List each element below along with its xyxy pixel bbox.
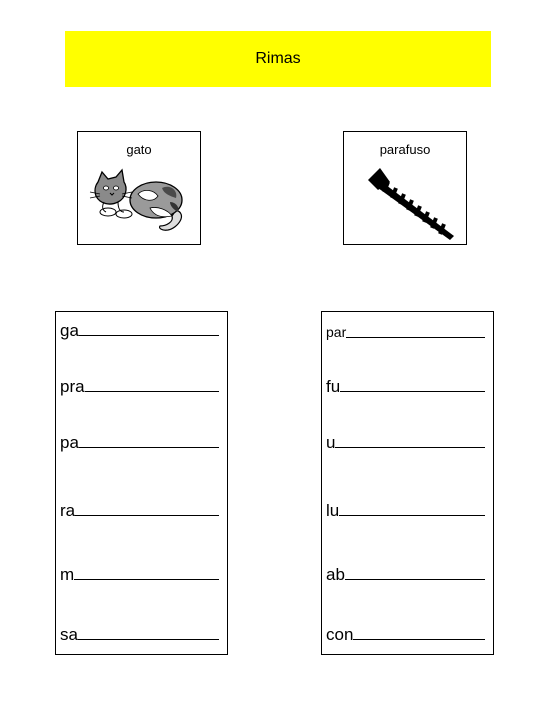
rhyme-prefix: sa: [60, 625, 78, 644]
rhyme-row[interactable]: [326, 430, 485, 452]
title-banner: [65, 31, 491, 87]
rhyme-prefix: ga: [60, 321, 79, 340]
answer-blank[interactable]: [345, 578, 485, 580]
rhyme-row[interactable]: [60, 562, 219, 584]
rhyme-prefix: pa: [60, 433, 79, 452]
page-title: Rimas: [255, 50, 301, 67]
answer-blank[interactable]: [346, 336, 485, 338]
rhyme-row[interactable]: [326, 320, 485, 342]
rhyme-row[interactable]: [326, 622, 485, 644]
answer-blank[interactable]: [340, 390, 485, 392]
rhyme-row[interactable]: [60, 622, 219, 644]
rhyme-row[interactable]: [60, 498, 219, 520]
answer-blank[interactable]: [74, 578, 219, 580]
rhyme-prefix: lu: [326, 501, 340, 520]
picture-label-gato: gato: [126, 142, 152, 157]
answer-blank[interactable]: [78, 638, 219, 640]
rhyme-row[interactable]: [60, 430, 219, 452]
rhyme-row[interactable]: [326, 562, 485, 584]
rhyme-prefix: u: [326, 433, 336, 452]
rhyme-prefix: pra: [60, 377, 85, 396]
answer-blank[interactable]: [353, 638, 485, 640]
answer-blank[interactable]: [335, 446, 485, 448]
rhyme-prefix: m: [60, 565, 75, 584]
rhyme-prefix: par: [326, 324, 347, 340]
answer-blank[interactable]: [75, 514, 219, 516]
picture-card-gato: [77, 131, 201, 245]
rhyme-box-right: [321, 311, 494, 655]
answer-blank[interactable]: [79, 334, 219, 336]
rhyme-prefix: fu: [326, 377, 341, 396]
rhyme-prefix: con: [326, 625, 354, 644]
rhyme-row[interactable]: [60, 374, 219, 396]
rhyme-prefix: ab: [326, 565, 345, 584]
rhyme-box-left: [55, 311, 228, 655]
answer-blank[interactable]: [339, 514, 485, 516]
answer-blank[interactable]: [79, 446, 219, 448]
rhyme-row[interactable]: [326, 374, 485, 396]
rhyme-row[interactable]: [326, 498, 485, 520]
rhyme-row[interactable]: [60, 318, 219, 340]
picture-card-parafuso: [343, 131, 467, 245]
rhyme-prefix: ra: [60, 501, 76, 520]
cat-icon: [78, 132, 202, 246]
answer-blank[interactable]: [85, 390, 219, 392]
screw-icon: [344, 132, 468, 246]
picture-label-parafuso: parafuso: [379, 142, 431, 157]
